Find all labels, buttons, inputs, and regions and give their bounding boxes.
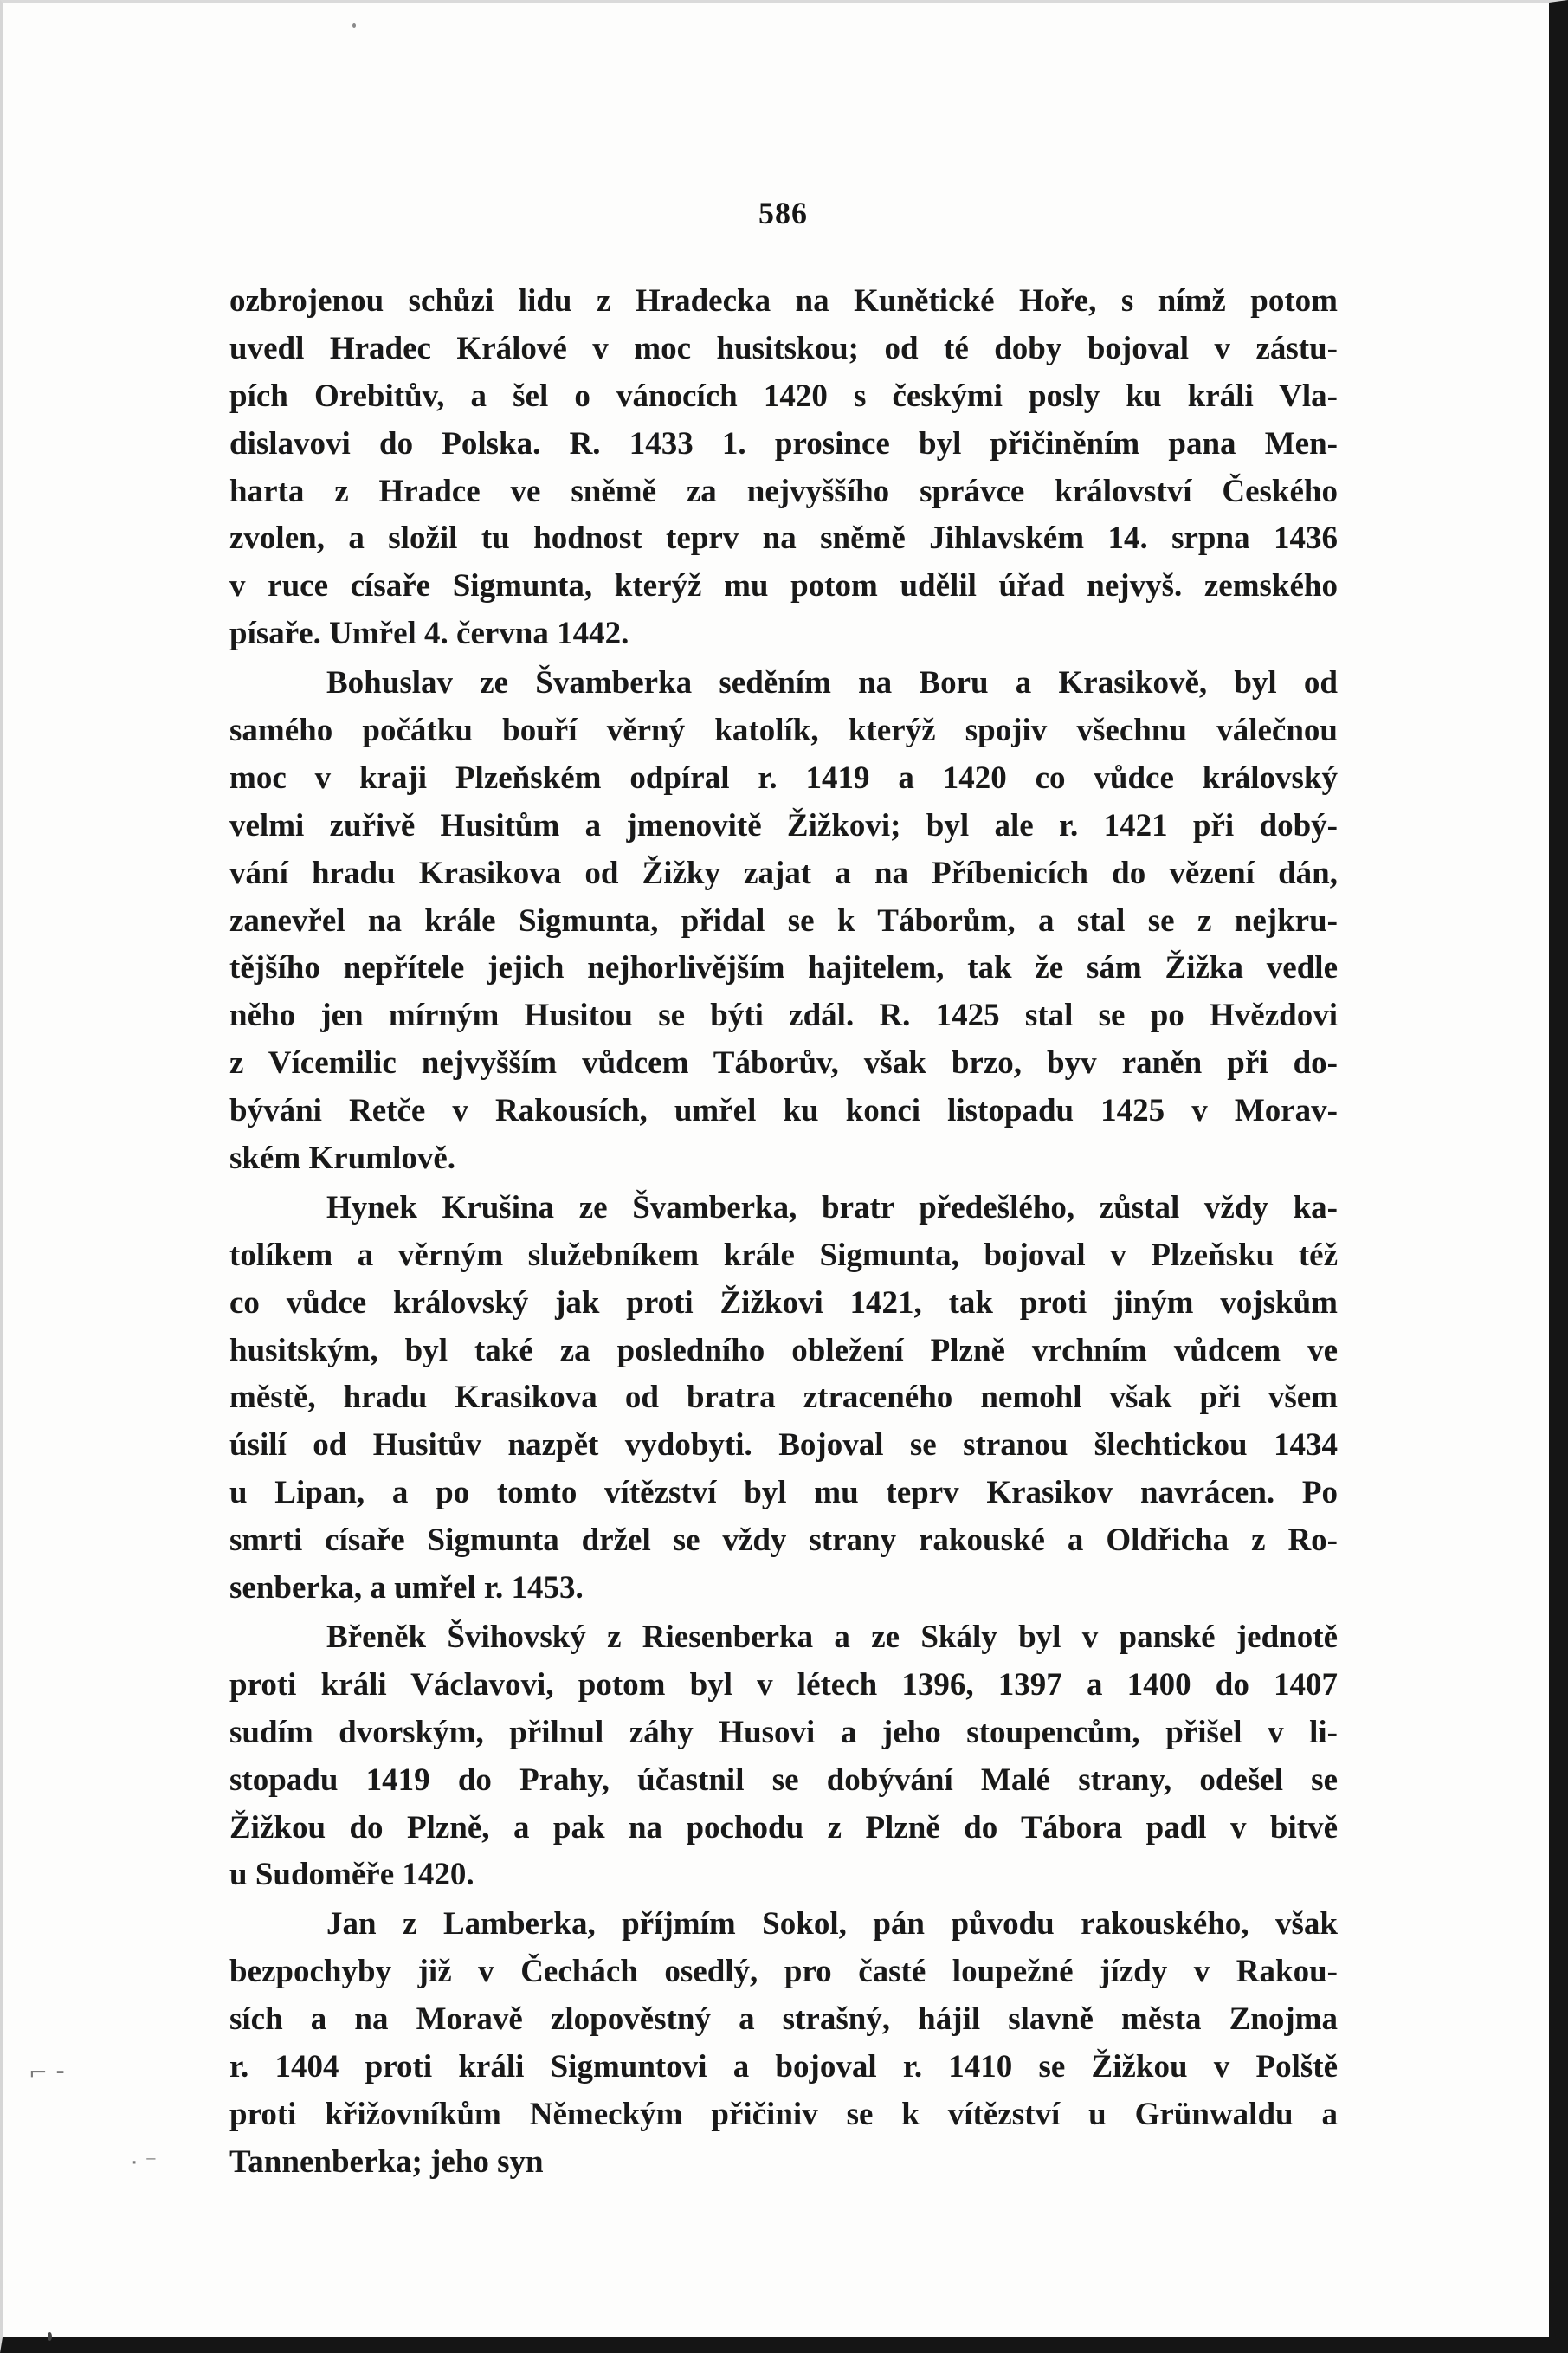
text-line: smrti císaře Sigmunta držel se vždy strany rakouské a Oldřicha z Ro- [229, 1522, 1338, 1559]
text-line: Bohuslav ze Švamberka seděním na Boru a Krasikově, byl od [326, 665, 1338, 701]
text-line: bezpochyby již v Čechách osedlý, pro časté loupežné jízdy v Rakou- [229, 1954, 1338, 1990]
text-line: písaře. Umřel 4. června 1442. [229, 616, 629, 652]
text-line: sích a na Moravě zlopověstný a strašný, hájil slavně města Znojma [229, 2001, 1338, 2038]
text-line: proti křižovníkům Německým přičiniv se k vítězství u Grünwaldu a [229, 2096, 1338, 2132]
text-line: Tannenberka; jeho syn [229, 2143, 544, 2180]
text-line: býváni Retče v Rakousích, umřel ku konci listopadu 1425 v Morav- [229, 1093, 1338, 1129]
margin-mark: · ⁻ [131, 2150, 158, 2176]
text-line: uvedl Hradec Králové v moc husitskou; od té doby bojoval v zástu- [229, 330, 1338, 366]
text-line: Hynek Krušina ze Švamberka, bratr předešlého, zůstal vždy ka- [326, 1189, 1338, 1225]
text-line: Žižkou do Plzně, a pak na pochodu z Plzně do Tábora padl v bitvě [229, 1809, 1338, 1846]
text-line: zanevřel na krále Sigmunta, přidal se k Táborům, a stal se z nejkru- [229, 902, 1338, 939]
text-line: vání hradu Krasikova od Žižky zajat a na Příbenicích do vězení dán, [229, 855, 1338, 891]
text-line: Břeněk Švihovský z Riesenberka a ze Skály byl v panské jednotě [326, 1619, 1338, 1655]
text-line: úsilí od Husitův nazpět vydobyti. Bojoval se stranou šlechtickou 1434 [229, 1427, 1338, 1464]
page-number: 586 [758, 196, 808, 230]
text-line: ozbrojenou schůzi lidu z Hradecka na Kunětické Hoře, s nímž potom [229, 283, 1338, 319]
text-line: dislavovi do Polska. R. 1433 1. prosince byl přičiněním pana Men- [229, 425, 1338, 462]
text-line: zvolen, a složil tu hodnost teprv na sněmě Jihlavském 14. srpna 1436 [229, 520, 1338, 557]
text-line: proti králi Václavovi, potom byl v létech 1396, 1397 a 1400 do 1407 [229, 1666, 1338, 1703]
text-line: samého počátku bouří věrný katolík, kterýž spojiv všechnu válečnou [229, 713, 1338, 749]
text-line: v ruce císaře Sigmunta, kterýž mu potom udělil úřad nejvyš. zemského [229, 568, 1338, 604]
paragraph-5 [229, 1901, 1338, 2186]
text-line: sudím dvorským, přilnul záhy Husovi a jeho stoupencům, přišel v li- [229, 1714, 1338, 1750]
text-line: pích Orebitův, a šel o vánocích 1420 s českými posly ku králi Vla- [229, 378, 1338, 414]
text-line: husitským, byl také za posledního obležení Plzně vrchním vůdcem ve [229, 1332, 1338, 1368]
text-line: u Lipan, a po tomto vítězství byl mu teprv Krasikov navrácen. Po [229, 1475, 1338, 1511]
text-line: Jan z Lamberka, příjmím Sokol, pán původu rakouského, však [326, 1906, 1338, 1943]
paragraph-2 [229, 660, 1338, 1183]
scan-speck [48, 2332, 52, 2341]
text-line: ském Krumlově. [229, 1141, 456, 1177]
text-line: r. 1404 proti králi Sigmuntovi a bojoval r. 1410 se Žižkou v Polště [229, 2048, 1338, 2085]
body-text [229, 278, 1338, 2187]
text-line: senberka, a umřel r. 1453. [229, 1570, 584, 1606]
scan-speck [352, 23, 356, 28]
text-line: u Sudoměře 1420. [229, 1857, 474, 1893]
text-line: městě, hradu Krasikova od bratra ztraceného nemohl však při všem [229, 1380, 1338, 1416]
text-line: tolíkem a věrným služebníkem krále Sigmunta, bojoval v Plzeňsku též [229, 1237, 1338, 1273]
text-line: moc v kraji Plzeňském odpíral r. 1419 a 1420 co vůdce královský [229, 760, 1338, 796]
paragraph-3 [229, 1185, 1338, 1613]
margin-mark: ⌐ ⁃ [29, 2060, 67, 2086]
paragraph-4 [229, 1614, 1338, 1899]
text-line: z Vícemilic nejvyšším vůdcem Táborův, však brzo, byv raněn při do- [229, 1045, 1338, 1082]
text-line: stopadu 1419 do Prahy, účastnil se dobývání Malé strany, odešel se [229, 1762, 1338, 1798]
text-line: tějšího nepřítele jejich nejhorlivějším hajitelem, tak že sám Žižka vedle [229, 950, 1338, 986]
paragraph-1 [229, 278, 1338, 658]
text-line: harta z Hradce ve sněmě za nejvyššího správce království Českého [229, 473, 1338, 509]
text-line: co vůdce královský jak proti Žižkovi 1421, tak proti jiným vojskům [229, 1284, 1338, 1321]
text-line: velmi zuřivě Husitům a jmenovitě Žižkovi; byl ale r. 1421 při dobý- [229, 807, 1338, 844]
text-line: něho jen mírným Husitou se býti zdál. R. 1425 stal se po Hvězdovi [229, 998, 1338, 1034]
